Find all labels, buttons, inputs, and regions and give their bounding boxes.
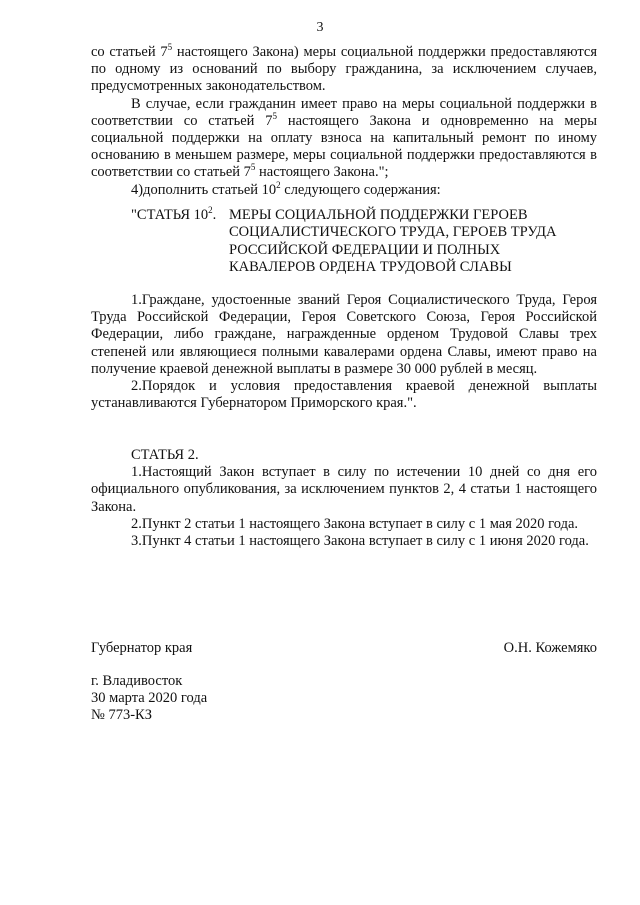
- article-2-item-1: 1.Настоящий Закон вступает в силу по истечении 10 дней со дня его официального опубликования, за исключением пунктов 2, 4 статьи 1 настоящего Закона.: [91, 464, 597, 515]
- article-2-item-3: 3.Пункт 4 статьи 1 настоящего Закона вступает в силу с 1 июня 2020 года.: [131, 533, 589, 550]
- page-number: 3: [316, 20, 324, 35]
- paragraph-amendment: 4)дополнить статьей $10^2$ следующего содержания:: [131, 179, 441, 198]
- city: г. Владивосток: [91, 673, 183, 689]
- heading-line: СОЦИАЛИСТИЧЕСКОГО ТРУДА, ГЕРОЕВ ТРУДА: [229, 224, 557, 241]
- article-heading-prefix: "СТАТЬЯ $10^2$.: [131, 205, 217, 223]
- paragraph-case: В случае, если гражданин имеет право на меры социальной поддержки в соответствии со статьей $7^5$ настоящего Закона и одновременно на меры социальной поддержки на оплату взноса на капитальный ремонт по иному основанию в меньшем размере, меры социальной поддержки предоставляются в соответствии со статьей $7^5$ настоящего Закона.";: [91, 95, 597, 181]
- article-2-body: [91, 447, 597, 550]
- article-10-2-body: [91, 292, 597, 412]
- heading-line: РОССИЙСКОЙ ФЕДЕРАЦИИ И ПОЛНЫХ: [229, 241, 501, 258]
- article-10-2-item-2: 2.Порядок и условия предоставления краевой денежной выплаты устанавливаются Губернатором Приморского края.".: [91, 378, 597, 412]
- article-2-item-2: 2.Пункт 2 статьи 1 настоящего Закона вступает в силу с 1 мая 2020 года.: [131, 515, 579, 532]
- heading-line: КАВАЛЕРОВ ОРДЕНА ТРУДОВОЙ СЛАВЫ: [229, 258, 512, 275]
- date: 30 марта 2020 года: [91, 690, 208, 706]
- signatory-title: Губернатор края: [91, 640, 193, 656]
- intro-block: [91, 44, 597, 199]
- document-footer: [91, 673, 207, 724]
- heading-line: МЕРЫ СОЦИАЛЬНОЙ ПОДДЕРЖКИ ГЕРОЕВ: [229, 207, 528, 223]
- signatory-name: О.Н. Кожемяко: [503, 640, 597, 656]
- paragraph-continuation: со статьей $7^5$ настоящего Закона) меры социальной поддержки предоставляются по одному из оснований по выбору гражданина, за исключением случаев, предусмотренных законодательством.: [91, 42, 598, 95]
- article-2-title: СТАТЬЯ 2.: [131, 447, 199, 463]
- article-10-2-item-1: 1.Граждане, удостоенные званий Героя Социалистического Труда, Героя Труда Российской Федерации, Героя Советского Союза, Героя Российской Федерации, либо граждане, награжденные орденом Трудовой Славы трех степеней или являющиеся полными кавалерами ордена Славы, имеют право на получение краевой денежной выплаты в размере 30 000 рублей в месяц.: [91, 292, 597, 377]
- law-number: № 773-КЗ: [91, 707, 152, 723]
- article-heading-title: [229, 207, 609, 276]
